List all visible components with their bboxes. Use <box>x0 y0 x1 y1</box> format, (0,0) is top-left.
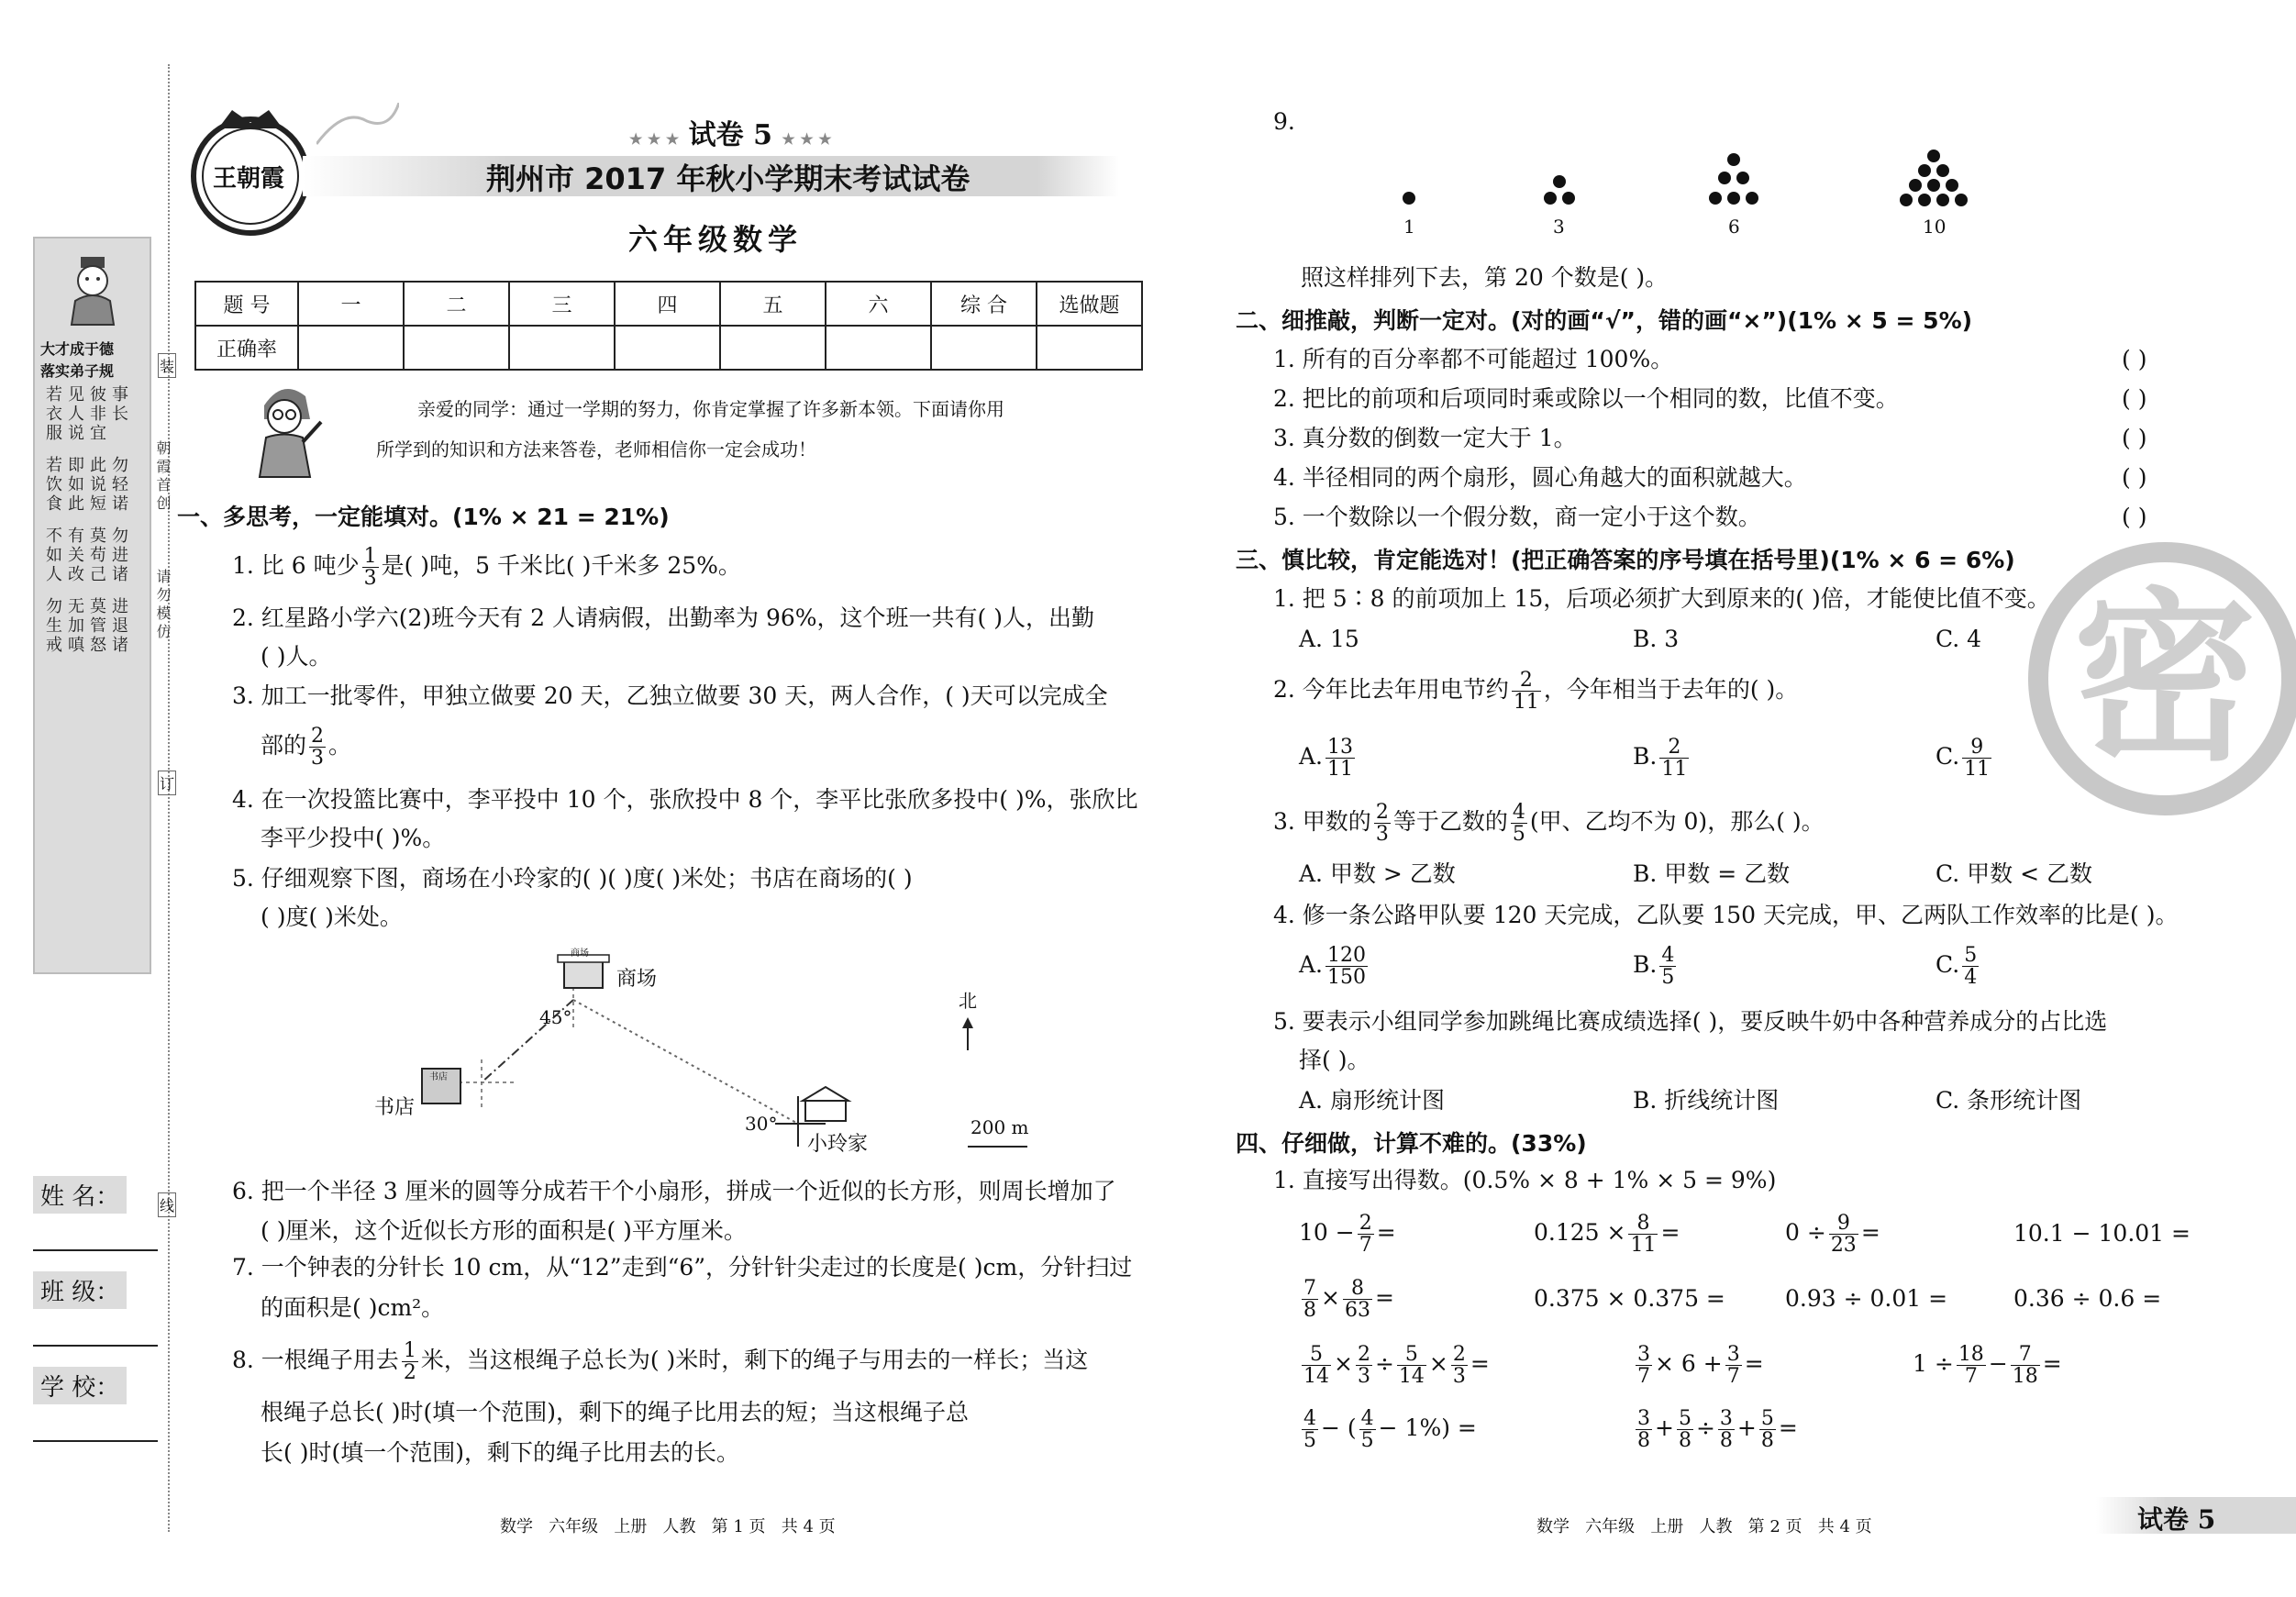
fraction <box>1759 1408 1776 1451</box>
opt-letter: A. <box>1299 743 1324 771</box>
p1-q8-line3: 长( )时(填一个范围)，剩下的绳子比用去的长。 <box>261 1439 739 1466</box>
dot-pattern-figure <box>1376 147 1981 238</box>
mascot-figure <box>62 255 122 328</box>
p1-q8-line1 <box>232 1340 1088 1383</box>
denominator: 63 <box>1344 1299 1370 1323</box>
expr: = <box>2042 1350 2062 1378</box>
denominator: 4 <box>1964 966 1978 990</box>
numerator: 13 <box>1327 736 1354 759</box>
expr: = <box>1744 1350 1764 1378</box>
dot-count-3: 6 <box>1728 216 1740 238</box>
expr: × 6 + <box>1655 1350 1723 1378</box>
numerator: 3 <box>1726 1343 1740 1366</box>
score-header: 选做题 <box>1037 282 1142 326</box>
p3-q1-opt-a[interactable]: A. 15 <box>1299 626 1359 652</box>
part2-title: 二、细推敲，判断一定对。(对的画“√”，错的画“×”)(1% × 5 = 5%) <box>1236 307 1973 334</box>
expr: × <box>1321 1284 1340 1312</box>
numerator: 3 <box>1719 1407 1733 1430</box>
operator: + <box>1655 1414 1674 1442</box>
denominator: 7 <box>1359 1234 1372 1258</box>
sidebar-motto-1: 大才成于德 <box>40 340 115 358</box>
p2-item-5: 5. 一个数除以一个假分数，商一定小于这个数。 <box>1273 504 1761 530</box>
fraction <box>1962 945 1979 988</box>
verse-col: 有关改 <box>65 527 84 584</box>
expr: − ( <box>1321 1414 1357 1442</box>
fraction <box>1659 737 1689 780</box>
fraction <box>309 726 326 769</box>
verse-col: 无加嗔 <box>65 597 84 655</box>
p3-q2-opt-b[interactable] <box>1633 737 1691 780</box>
scale-label: 200 m <box>971 1116 1029 1138</box>
q9-text: 照这样排列下去，第 20 个数是( )。 <box>1301 264 1669 291</box>
denominator: 7 <box>1637 1365 1650 1389</box>
fraction <box>1511 802 1527 845</box>
denominator: 3 <box>1357 1365 1370 1389</box>
p3-q4: 4. 修一条公路甲队要 120 天完成，乙队要 150 天完成，甲、乙两队工作效率的比是( )。 <box>1273 902 2179 928</box>
denominator: 8 <box>1760 1429 1774 1453</box>
p1-q6-line1: 6. 把一个半径 3 厘米的圆等分成若干个小扇形，拼成一个近似的长方形，则周长增加了 <box>232 1178 1116 1204</box>
numerator: 8 <box>1628 1213 1658 1235</box>
expr: = <box>1374 1284 1394 1312</box>
fraction <box>1957 1344 1986 1387</box>
ribbon-decoration <box>316 103 399 158</box>
expr: − <box>1988 1350 2008 1378</box>
footer-left: 数学 六年级 上册 人教 第 1 页 共 4 页 <box>500 1517 836 1536</box>
q-text: 2. 今年比去年用电节约 <box>1273 676 1509 704</box>
denominator: 5 <box>1512 823 1525 847</box>
numerator: 5 <box>1760 1407 1774 1430</box>
calc-8: 0.36 ÷ 0.6 = <box>2013 1285 2162 1312</box>
p3-q2-opt-c[interactable] <box>1936 737 1994 780</box>
calc-7: 0.93 ÷ 0.01 = <box>1785 1285 1948 1312</box>
numerator: 4 <box>1360 1407 1374 1430</box>
q-text: (甲、乙均不为 0)，那么( )。 <box>1529 808 1825 836</box>
expr: = <box>1376 1219 1396 1247</box>
fraction <box>1302 1344 1331 1387</box>
p1-q8-line2: 根绳子总长( )时(填一个范围)，剩下的绳子比用去的短；当这根绳子总 <box>261 1399 969 1425</box>
binding-mark-3: 线 <box>158 1192 176 1217</box>
sidebar-motto-2: 落实弟子规 <box>40 362 115 380</box>
numerator: 2 <box>1357 1343 1370 1366</box>
score-table <box>194 281 1143 371</box>
denominator: 8 <box>1719 1429 1733 1453</box>
denominator: 11 <box>1964 758 1991 782</box>
fraction <box>1356 1344 1372 1387</box>
verse-col: 事长 <box>109 385 128 424</box>
exam-tag-text: 试卷 5 <box>688 119 772 151</box>
store-label: 书店 <box>374 1096 416 1119</box>
p2-item-1: 1. 所有的百分率都不可能超过 100%。 <box>1273 346 1674 372</box>
fraction <box>1302 1408 1318 1451</box>
numerator: 2 <box>311 725 325 748</box>
brand-logo <box>182 103 319 240</box>
numerator: 4 <box>1303 1407 1316 1430</box>
score-header: 综 合 <box>931 282 1037 326</box>
fraction <box>1359 1408 1376 1451</box>
numerator: 2 <box>1359 1212 1372 1235</box>
p1-q7-line1: 7. 一个钟表的分针长 10 cm，从“12”走到“6”，分针针尖走过的长度是( )cm，分针扫过 <box>232 1254 1133 1281</box>
verse-col: 若饮食 <box>43 456 62 514</box>
greeting-line-1: 亲爱的同学：通过一学期的努力，你肯定掌握了许多新本领。下面请你用 <box>417 398 1004 420</box>
fraction <box>1325 737 1355 780</box>
p1-q1 <box>232 546 741 589</box>
stamp-char: 密 <box>2073 571 2257 786</box>
p3-q4-opt-b[interactable] <box>1633 945 1679 988</box>
denominator: 7 <box>1964 1365 1978 1389</box>
fraction <box>1636 1408 1652 1451</box>
numerator: 8 <box>1343 1278 1372 1300</box>
numerator: 2 <box>1512 670 1541 692</box>
numerator: 3 <box>1637 1343 1650 1366</box>
denominator: 3 <box>1452 1365 1466 1389</box>
fraction <box>1302 1278 1318 1321</box>
calc-9 <box>1299 1344 1490 1387</box>
p3-q3-opt-b[interactable]: B. 甲数 = 乙数 <box>1633 860 1791 887</box>
score-cell[interactable] <box>615 326 720 370</box>
fraction <box>1397 1344 1426 1387</box>
verse-col: 勿轻诺 <box>109 456 128 514</box>
numerator: 9 <box>1962 737 1991 759</box>
verse-col: 莫管怒 <box>87 597 106 655</box>
denominator: 150 <box>1327 966 1367 990</box>
score-header: 二 <box>404 282 509 326</box>
fraction <box>1718 1408 1735 1451</box>
numerator: 5 <box>1397 1344 1426 1366</box>
p3-q1-opt-c[interactable]: C. 4 <box>1936 626 1982 652</box>
verse-col: 进退诸 <box>109 597 128 655</box>
fraction <box>1374 802 1391 845</box>
p3-q1-opt-b[interactable]: B. 3 <box>1633 626 1680 652</box>
q-text: 。 <box>328 732 352 760</box>
p1-q5-line1: 5. 仔细观察下图，商场在小玲家的( )( )度( )米处；书店在商场的( ) <box>232 865 913 892</box>
score-cell[interactable] <box>1037 326 1142 370</box>
score-cell[interactable] <box>404 326 509 370</box>
expr: 0 ÷ <box>1785 1219 1826 1247</box>
part4-title: 四、仔细做，计算不难的。(33%) <box>1236 1130 1587 1157</box>
fraction <box>1659 945 1676 988</box>
score-row-label: 正确率 <box>195 326 298 370</box>
p3-q3-opt-c[interactable]: C. 甲数 < 乙数 <box>1936 860 2092 887</box>
answer-paren[interactable]: ( ) <box>2122 425 2147 451</box>
opt-letter: B. <box>1633 743 1658 771</box>
p3-q3 <box>1273 802 1825 845</box>
p1-q3-line2 <box>261 726 351 769</box>
numerator: 1 <box>363 545 377 568</box>
p2-item-4: 4. 半径相同的两个扇形，圆心角越大的面积就越大。 <box>1273 464 1807 491</box>
numerator: 3 <box>1637 1407 1650 1430</box>
exam-tag <box>629 112 832 152</box>
p3-q3-opt-a[interactable]: A. 甲数 > 乙数 <box>1299 860 1456 887</box>
numerator: 2 <box>1452 1343 1466 1366</box>
denominator: 8 <box>1637 1429 1650 1453</box>
footer-tag: 试卷 5 <box>2137 1504 2216 1535</box>
fraction <box>1512 670 1541 713</box>
p3-q4-opt-c[interactable] <box>1936 945 1981 988</box>
dot-count-2: 3 <box>1553 216 1565 238</box>
numerator: 9 <box>1829 1213 1858 1235</box>
score-cell[interactable] <box>720 326 826 370</box>
verse-col: 勿进诸 <box>109 527 128 584</box>
binding-label-1: 朝霞首创 <box>154 440 172 514</box>
denominator: 7 <box>1726 1365 1740 1389</box>
opt-letter: B. <box>1633 951 1658 979</box>
numerator: 7 <box>2011 1344 2040 1366</box>
numerator: 2 <box>1659 737 1689 759</box>
angle-30-label: 30° <box>745 1113 778 1135</box>
name-field[interactable] <box>33 1249 158 1251</box>
p4-q1: 1. 直接写出得数。(0.5% × 8 + 1% × 5 = 9%) <box>1273 1167 1777 1193</box>
operator: × <box>1428 1350 1448 1378</box>
p1-q3-line1: 3. 加工一批零件，甲独立做要 20 天，乙独立做要 30 天，两人合作，( )天可以完成全 <box>232 682 1108 709</box>
numerator: 5 <box>1678 1407 1691 1430</box>
left-margin-dotted-line <box>168 64 170 1532</box>
binding-mark-2: 订 <box>158 771 176 795</box>
fraction <box>362 546 379 589</box>
score-header: 六 <box>826 282 931 326</box>
p2-item-2: 2. 把比的前项和后项同时乘或除以一个相同的数，比值不变。 <box>1273 385 1899 412</box>
fraction <box>1358 1213 1374 1256</box>
answer-paren[interactable]: ( ) <box>2122 346 2147 372</box>
answer-paren[interactable]: ( ) <box>2122 385 2147 412</box>
score-cell[interactable] <box>509 326 615 370</box>
binding-label-2: 请勿模仿 <box>154 569 172 642</box>
p3-q1: 1. 把 5∶8 的前项加上 15，后项必须扩大到原来的( )倍，才能使比值不变。 <box>1273 585 2050 612</box>
fraction <box>1962 737 1991 780</box>
denominator: 3 <box>1375 823 1389 847</box>
p1-q4-line2: 李平少投中( )%。 <box>261 825 446 851</box>
dot-count-1: 1 <box>1403 216 1415 238</box>
denominator: 5 <box>1661 966 1675 990</box>
secret-stamp <box>2027 541 2296 816</box>
numerator: 120 <box>1327 944 1367 967</box>
sidebar-motto-panel <box>33 237 151 974</box>
denominator: 11 <box>1513 691 1539 715</box>
p3-q5-opt-b[interactable]: B. 折线统计图 <box>1633 1087 1780 1114</box>
calc-5 <box>1299 1278 1394 1321</box>
dot-count-4: 10 <box>1923 216 1947 238</box>
denominator: 3 <box>311 747 325 771</box>
score-header: 题 号 <box>195 282 298 326</box>
q-text: ，今年相当于去年的( )。 <box>1543 676 1799 704</box>
p1-q6-line2: ( )厘米，这个近似长方形的面积是( )平方厘米。 <box>261 1217 747 1244</box>
denominator: 5 <box>1303 1429 1316 1453</box>
verse-col: 见人说 <box>65 385 84 443</box>
part1-title: 一、多思考，一定能填对。(1% × 21 = 21%) <box>177 504 670 530</box>
logo-text: 王朝霞 <box>213 165 285 193</box>
denominator: 11 <box>1327 758 1354 782</box>
operator: = <box>1778 1414 1798 1442</box>
calc-11 <box>1913 1344 2062 1387</box>
denominator: 2 <box>403 1361 416 1385</box>
score-cell[interactable] <box>931 326 1037 370</box>
fraction <box>1725 1344 1742 1387</box>
p1-q2-line1: 2. 红星路小学六(2)班今天有 2 人请病假，出勤率为 96%，这个班一共有( )人，出勤 <box>232 604 1094 631</box>
answer-paren[interactable]: ( ) <box>2122 504 2147 530</box>
school-label: 学 校： <box>33 1367 127 1404</box>
p2-item-3: 3. 真分数的倒数一定大于 1。 <box>1273 425 1577 451</box>
denominator: 11 <box>1630 1234 1657 1258</box>
fraction <box>2011 1344 2040 1387</box>
numerator: 5 <box>1302 1344 1331 1366</box>
opt-letter: A. <box>1299 951 1324 979</box>
verse-col: 莫苟己 <box>87 527 106 584</box>
denominator: 8 <box>1678 1429 1691 1453</box>
calc-6: 0.375 × 0.375 = <box>1534 1285 1725 1312</box>
p1-q2-line2: ( )人。 <box>261 643 332 670</box>
denominator: 18 <box>2012 1365 2038 1389</box>
fraction <box>1343 1278 1372 1321</box>
calc-12 <box>1299 1408 1477 1451</box>
star-icon: ★ ★ ★ <box>629 130 680 148</box>
star-icon: ★ ★ ★ <box>782 130 832 148</box>
verse-col: 即如此 <box>65 456 84 514</box>
denominator: 8 <box>1303 1299 1316 1323</box>
q-text: 3. 甲数的 <box>1273 808 1371 836</box>
store-sign: 书店 <box>429 1072 448 1082</box>
north-label: 北 <box>959 990 977 1012</box>
calc-13 <box>1633 1408 1798 1451</box>
score-header: 三 <box>509 282 615 326</box>
score-header: 一 <box>298 282 404 326</box>
score-cell[interactable] <box>298 326 404 370</box>
school-field[interactable] <box>33 1440 158 1442</box>
fraction <box>1636 1344 1652 1387</box>
calc-3 <box>1785 1213 1880 1256</box>
verse-col: 此说短 <box>87 456 106 514</box>
calc-10 <box>1633 1344 1764 1387</box>
expr: − 1%) = <box>1378 1414 1477 1442</box>
fraction <box>1829 1213 1858 1256</box>
operator: ÷ <box>1695 1414 1715 1442</box>
score-cell[interactable] <box>826 326 931 370</box>
denominator: 5 <box>1360 1429 1374 1453</box>
verse-col: 不如人 <box>43 527 62 584</box>
expr: 1 ÷ <box>1913 1350 1954 1378</box>
q-text: 8. 一根绳子用去 <box>232 1347 399 1374</box>
operator: ÷ <box>1374 1350 1394 1378</box>
fraction <box>1628 1213 1658 1256</box>
opt-letter: C. <box>1936 743 1960 771</box>
operator: + <box>1736 1414 1757 1442</box>
denominator: 14 <box>1398 1365 1425 1389</box>
numerator: 4 <box>1661 944 1675 967</box>
numerator: 5 <box>1964 944 1978 967</box>
greeting-line-2: 所学到的知识和方法来答卷，老师相信你一定会成功！ <box>376 438 816 460</box>
denominator: 3 <box>363 567 377 591</box>
expr: = <box>1860 1219 1880 1247</box>
fraction <box>402 1340 418 1383</box>
binding-mark-1: 装 <box>158 353 176 378</box>
sidebar-verses <box>42 385 143 954</box>
home-label: 小玲家 <box>807 1133 869 1156</box>
fraction <box>1677 1408 1693 1451</box>
numerator: 2 <box>1375 801 1389 824</box>
footer-right: 数学 六年级 上册 人教 第 2 页 共 4 页 <box>1536 1517 1872 1536</box>
calc-2 <box>1534 1213 1680 1256</box>
class-label: 班 级： <box>33 1271 127 1309</box>
p3-q4-opt-a[interactable] <box>1299 945 1370 988</box>
denominator: 14 <box>1303 1365 1329 1389</box>
fraction <box>1325 945 1368 988</box>
exam-subject: 六年级数学 <box>628 222 804 257</box>
q9-label: 9. <box>1273 108 1295 135</box>
map-diagram <box>367 940 1082 1165</box>
q-text: 是( )吨，5 千米比( )千米多 25%。 <box>381 552 741 580</box>
denominator: 23 <box>1830 1234 1857 1258</box>
q-text: 米，当这根绳子总长为( )米时，剩下的绳子与用去的一样长；当这 <box>420 1347 1089 1374</box>
p1-q5-line2: ( )度( )米处。 <box>261 904 403 930</box>
p1-q4-line1: 4. 在一次投篮比赛中，李平投中 10 个，张欣投中 8 个，李平比张欣多投中( )%，张欣比 <box>232 786 1138 813</box>
q-text: 1. 比 6 吨少 <box>232 552 360 580</box>
score-header: 五 <box>720 282 826 326</box>
p1-q7-line2: 的面积是( )cm²。 <box>261 1294 445 1321</box>
operator: = <box>1470 1350 1490 1378</box>
angle-45-label: 45° <box>539 1006 572 1028</box>
mall-label: 商场 <box>616 968 658 991</box>
expr: 0.125 × <box>1534 1219 1626 1247</box>
p3-q2 <box>1273 670 1798 713</box>
expr: = <box>1660 1219 1680 1247</box>
calc-4: 10.1 − 10.01 = <box>2013 1220 2191 1247</box>
numerator: 18 <box>1958 1343 1984 1366</box>
teacher-illustration <box>246 378 328 479</box>
exam-title: 荆州市 2017 年秋小学期末考试试卷 <box>486 161 971 196</box>
p3-q2-opt-a[interactable] <box>1299 737 1358 780</box>
score-header: 四 <box>615 282 720 326</box>
fraction <box>1451 1344 1468 1387</box>
p3-q5-line2: 择( )。 <box>1299 1047 1370 1073</box>
opt-letter: C. <box>1936 951 1960 979</box>
p3-q5-line1: 5. 要表示小组同学参加跳绳比赛成绩选择( )，要反映牛奶中各种营养成分的占比选 <box>1273 1008 2108 1035</box>
p3-q5-opt-a[interactable]: A. 扇形统计图 <box>1299 1087 1445 1114</box>
numerator: 4 <box>1512 801 1525 824</box>
p3-q5-opt-c[interactable]: C. 条形统计图 <box>1936 1087 2082 1114</box>
numerator: 1 <box>403 1339 416 1362</box>
mall-sign: 商场 <box>571 948 589 959</box>
class-field[interactable] <box>33 1345 158 1347</box>
calc-1 <box>1299 1213 1396 1256</box>
numerator: 7 <box>1303 1277 1316 1300</box>
operator: × <box>1334 1350 1353 1378</box>
verse-col: 若衣服 <box>43 385 62 443</box>
denominator: 11 <box>1661 758 1688 782</box>
verse-col: 彼非宜 <box>87 385 106 443</box>
part3-title: 三、慎比较，肯定能选对！(把正确答案的序号填在括号里)(1% × 6 = 6%) <box>1236 547 2015 573</box>
answer-paren[interactable]: ( ) <box>2122 464 2147 491</box>
q-text: 部的 <box>261 732 307 760</box>
expr: 10 − <box>1299 1219 1355 1247</box>
name-label: 姓 名： <box>33 1176 127 1214</box>
q-text: 等于乙数的 <box>1392 808 1508 836</box>
verse-col: 勿生戒 <box>43 597 62 655</box>
